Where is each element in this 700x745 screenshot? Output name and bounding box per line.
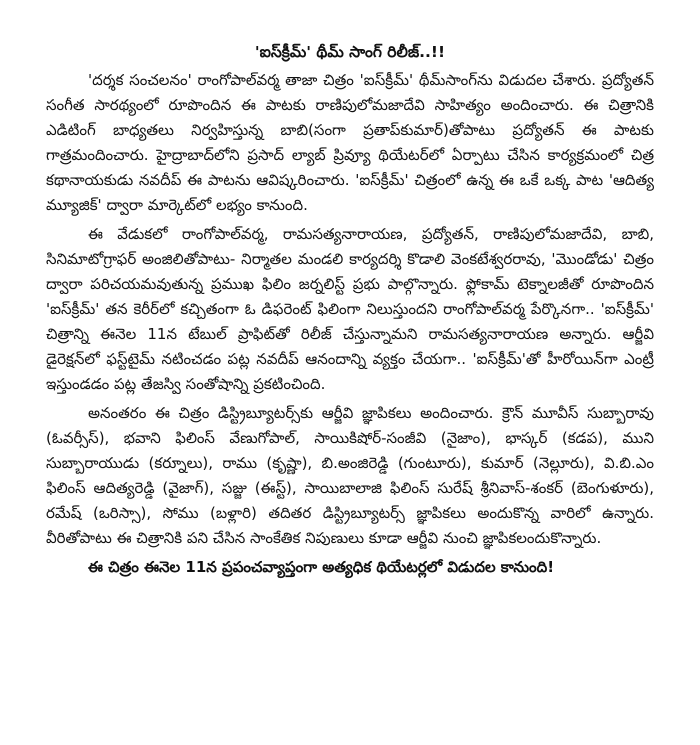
paragraph-event-attendees: ఈ వేడుకలో రాంగోపాల్‌వర్మ, రామసత్యనారాయణ, ప్రద్యోతన్, రాణిపులోమజాదేవి, బాబి, సినిమాటోగ్రాఫర్ అంజిలితోపాటు- నిర్మాతల మండలి కార్యదర్శి కొడాలి వెంకటేశ్వరరావు, 'మొండోడు' చిత్రం ద్వారా పరిచయమవుతున్న ప్రముఖ ఫిలిం జర్నలిస్ట్ ప్రభు పాల్గొన్నారు. ఫ్లోకామ్ టెక్నాలజీతో రూపొందిన 'ఐస్‌క్రీమ్' తన కెరీర్‌లో కచ్చితంగా ఓ డిఫరెంట్ ఫిలింగా నిలుస్తుందని రాంగోపాల్‌వర్మ పేర్కొనగా.. 'ఐస్‌క్రీమ్' చిత్రాన్ని ఈనెల 11న టేబుల్ ప్రాఫిట్‌తో రిలీజ్ చేస్తున్నామని రామసత్యనారాయణ అన్నారు. ఆర్జీవి డైరెక్షన్‌లో ఫస్ట్‌టైమ్ నటించడం పట్ల నవదీప్ ఆనందాన్ని వ్యక్తం చేయగా.. 'ఐస్‌క్రీమ్'తో హీరోయిన్‌గా ఎంట్రీ ఇస్తుండడం పట్ల తేజస్వి సంతోషాన్ని ప్రకటించింది. — [46, 225, 654, 393]
article-title: 'ఐస్‌క్రీమ్' థీమ్ సాంగ్ రిలీజ్..!! — [254, 43, 446, 61]
paragraph-theme-song-release: 'దర్శక సంచలనం' రాంగోపాల్‌వర్మ తాజా చిత్రం 'ఐస్‌క్రీమ్' థీమ్‌సాంగ్‌ను విడుదల చేశారు. ప్రద్యోతన్ సంగీత సారథ్యంలో రూపొందిన ఈ పాటకు రాణిపులోమజాదేవి సాహిత్యం అందించారు. ఈ చిత్రానికి ఎడిటింగ్ బాధ్యతలు నిర్వహిస్తున్న బాబి(సంగా ప్రతాప్‌కుమార్)తోపాటు ప్రద్యోతన్ ఈ పాటకు గాత్రమందించారు. హైద్రాబాద్‌లోని ప్రసాద్ ల్యాబ్ ప్రివ్యూ థియేటర్‌లో ఏర్పాటు చేసిన కార్యక్రమంలో చిత్ర కథానాయకుడు నవదీప్ ఈ పాటను ఆవిష్కరించారు. 'ఐస్‌క్రీమ్' చిత్రంలో ఉన్న ఈ ఒకే ఒక్క పాట 'ఆదిత్య మ్యూజిక్' ద్వారా మార్కెట్‌లో లభ్యం కానుంది. — [46, 71, 654, 214]
closing-release-note: ఈ చిత్రం ఈనెల 11న ప్రపంచవ్యాప్తంగా అత్యధిక థియేటర్లలో విడుదల కానుంది! — [88, 558, 555, 576]
paragraph-distributor-mementos: అనంతరం ఈ చిత్రం డిస్ట్రిబ్యూటర్స్‌కు ఆర్జీవి జ్ఞాపికలు అందించారు. క్రౌన్ మూవీస్ సుబ్బారావు (ఓవర్సీస్), భవాని ఫిలింస్ వేణుగోపాల్, సాయికిషోర్-సంజీవి (నైజాం), భాస్కర్ (కడప), ముని సుబ్బారాయుడు (కర్నూలు), రాము (కృష్ణా), బి.అంజిరెడ్డి (గుంటూరు), కుమార్ (నెల్లూరు), వి.బి.ఎం ఫిలింస్ ఆదిత్యరెడ్డి (వైజాగ్), సజ్జు (ఈస్ట్), సాయిబాలాజి ఫిలింస్ సురేష్ శ్రీనివాస్-శంకర్ (బెంగుళూరు), రమేష్ (ఒరిస్సా), సోము (బళ్లారి) తదితర డిస్ట్రిబ్యూటర్స్ జ్ఞాపికలు అందుకొన్న వారిలో ఉన్నారు. వీరితోపాటు ఈ చిత్రానికి పని చేసిన సాంకేతిక నిపుణులు కూడా ఆర్జీవి నుంచి జ్ఞాపికలందుకొన్నారు. — [46, 404, 654, 547]
